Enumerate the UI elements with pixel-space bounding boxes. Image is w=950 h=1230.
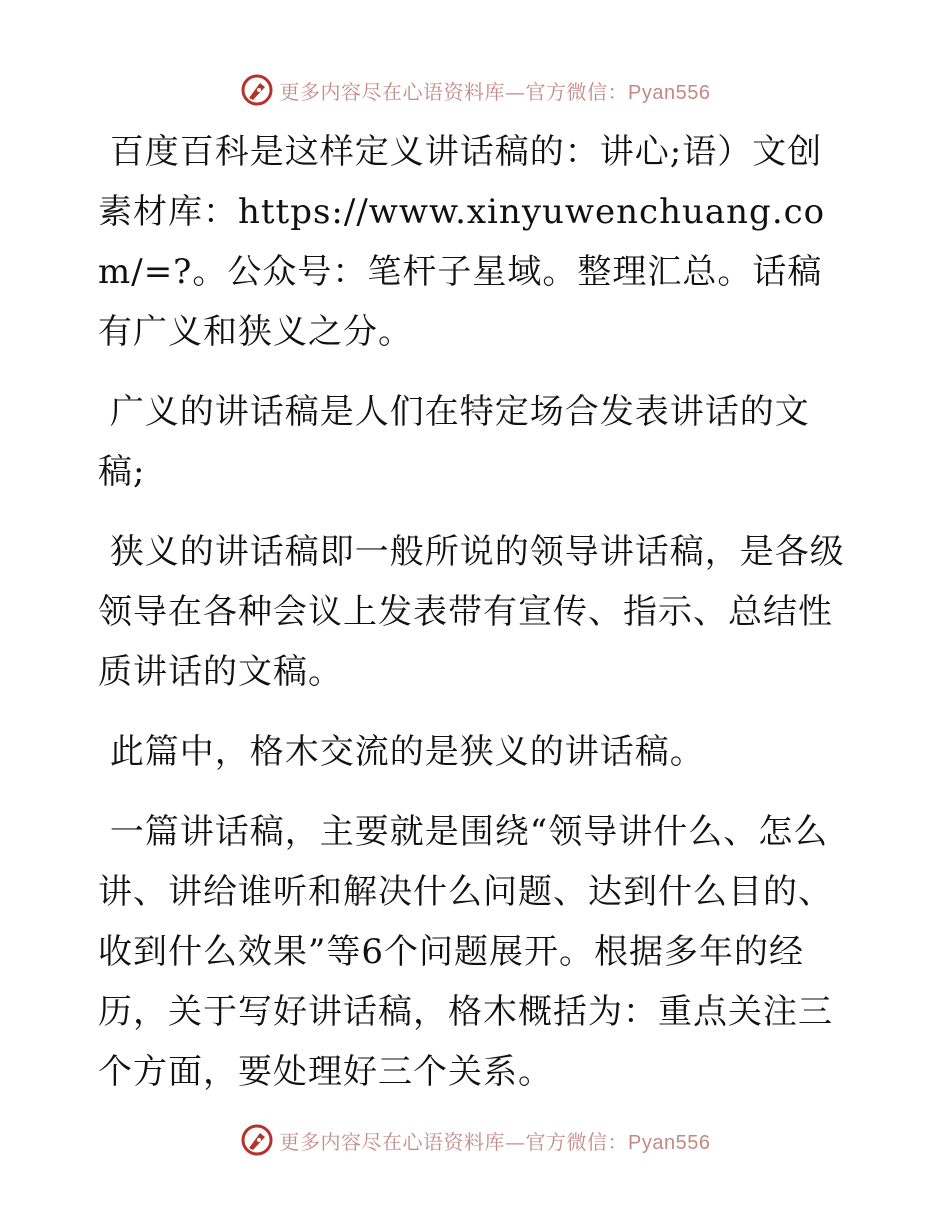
footer-banner-main: 更多内容尽在心语资料库 [279,1129,506,1154]
footer-banner-wechat: Pyan556 [628,1131,711,1154]
header-banner-text [280,76,711,105]
footer-banner-dash: — [505,1129,526,1154]
document-body [98,122,853,1122]
header-banner [0,70,950,110]
paragraph-broad-sense: 广义的讲话稿是人们在特定场合发表讲话的文 稿; [98,392,810,492]
footer-banner-text [280,1126,711,1155]
header-banner-dash: — [505,79,526,104]
pen-nib-logo-icon [240,73,274,107]
pen-nib-logo-icon [240,1123,274,1157]
footer-banner-official: 官方微信： [525,1129,629,1154]
paragraph-summary: 一篇讲话稿，主要就是围绕“领导讲什么、怎么讲、讲给谁听和解决什么问题、达到什么目的、收到什么效果”等6个问题展开。根据多年的经历，关于写好讲话稿，格木概括为：重点关注三个方面，要处理好三个关系。 [98,812,833,1092]
header-banner-inner [240,73,711,107]
footer-banner-inner [240,1123,711,1157]
paragraph-scope: 此篇中，格木交流的是狭义的讲话稿。 [98,732,705,772]
paragraph-definition: 百度百科是这样定义讲话稿的：讲心;语）文创素材库：https://www.xinyuwenchuang.com/=?。公众号：笔杆子星域。整理汇总。话稿有广义和狭义之分。 [98,132,826,352]
footer-banner [0,1120,950,1160]
paragraph-narrow-sense: 狭义的讲话稿即一般所说的领导讲话稿，是各级领导在各种会议上发表带有宣传、指示、总结性质讲话的文稿。 [98,532,845,692]
header-banner-main: 更多内容尽在心语资料库 [279,79,506,104]
header-banner-wechat: Pyan556 [628,81,711,104]
header-banner-official: 官方微信： [525,79,629,104]
